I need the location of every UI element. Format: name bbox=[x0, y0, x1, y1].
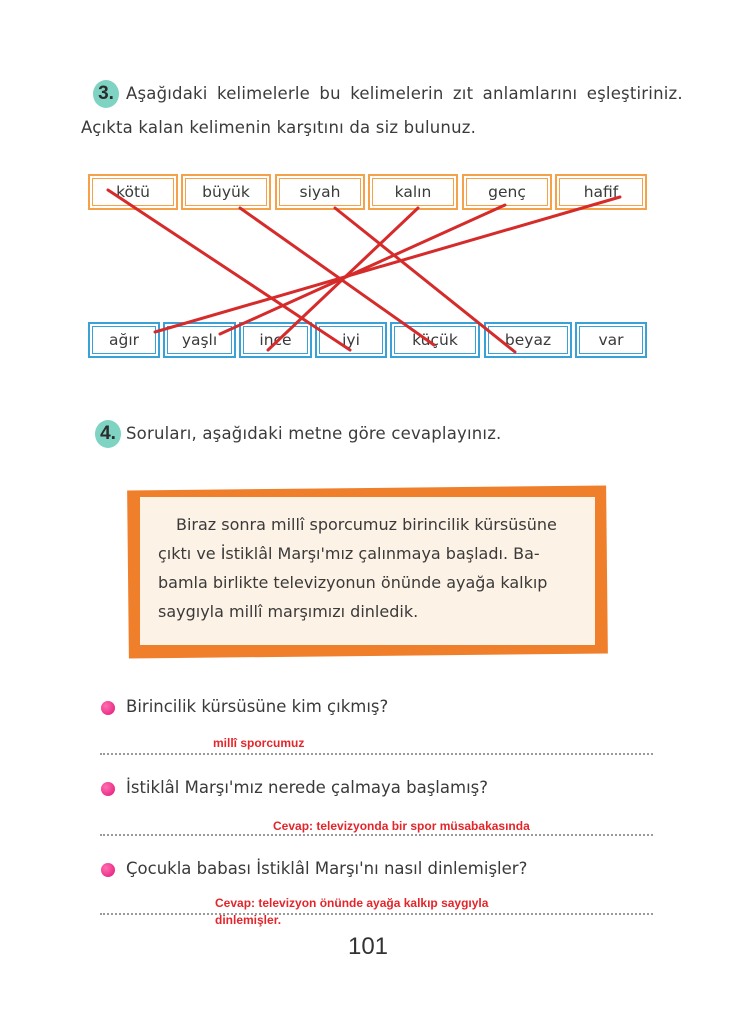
bottom-word-beyaz[interactable]: beyaz bbox=[484, 322, 572, 358]
match-line-siyah-beyaz bbox=[335, 208, 515, 352]
bullet-icon bbox=[101, 782, 115, 796]
bottom-word-var[interactable]: var bbox=[575, 322, 647, 358]
question-4-number: 4. bbox=[95, 420, 121, 448]
bullet-icon bbox=[101, 701, 115, 715]
answer-line-1[interactable] bbox=[100, 753, 653, 755]
question-3-number: 3. bbox=[93, 80, 119, 108]
answer-3-line-1: Cevap: televizyon önünde ayağa kalkıp saygıyla bbox=[215, 896, 489, 910]
story-line-3: bamla birlikte televizyonun önünde ayağa kalkıp bbox=[158, 573, 548, 592]
bottom-word-agir[interactable]: ağır bbox=[88, 322, 160, 358]
story-text bbox=[158, 510, 583, 626]
question-1-text: Birincilik kürsüsüne kim çıkmış? bbox=[126, 697, 389, 716]
bottom-word-kucuk[interactable]: küçük bbox=[390, 322, 480, 358]
answer-2: Cevap: televizyonda bir spor müsabakasında bbox=[273, 819, 530, 833]
top-word-buyuk[interactable]: büyük bbox=[181, 174, 271, 210]
story-line-2: çıktı ve İstiklâl Marşı'mız çalınmaya başladı. Ba- bbox=[158, 544, 540, 563]
bullet-icon bbox=[101, 863, 115, 877]
top-word-siyah[interactable]: siyah bbox=[275, 174, 365, 210]
top-word-kalin[interactable]: kalın bbox=[368, 174, 458, 210]
page-number: 101 bbox=[347, 933, 389, 960]
answer-1: millî sporcumuz bbox=[213, 736, 305, 750]
question-3-line-2: Açıkta kalan kelimenin karşıtını da siz bulunuz. bbox=[81, 118, 477, 137]
question-4-instruction: Soruları, aşağıdaki metne göre cevaplayınız. bbox=[126, 424, 502, 443]
story-line-1: Biraz sonra millî sporcumuz birincilik kürsüsüne bbox=[176, 515, 557, 534]
answer-3-line-2: dinlemişler. bbox=[215, 913, 282, 927]
top-word-kotu[interactable]: kötü bbox=[88, 174, 178, 210]
match-line-kotu-iyi bbox=[108, 190, 350, 350]
top-word-hafif[interactable]: hafif bbox=[555, 174, 647, 210]
top-word-genc[interactable]: genç bbox=[462, 174, 552, 210]
bottom-word-iyi[interactable]: iyi bbox=[315, 322, 387, 358]
bottom-word-ince[interactable]: ince bbox=[239, 322, 312, 358]
question-3-line-1: Aşağıdaki kelimelerle bu kelimelerin zıt anlamlarını eşleştiriniz. bbox=[126, 84, 683, 103]
match-line-buyuk-kucuk bbox=[240, 208, 434, 345]
bottom-word-yasli[interactable]: yaşlı bbox=[163, 322, 236, 358]
answer-line-3[interactable] bbox=[100, 913, 653, 915]
question-2-text: İstiklâl Marşı'mız nerede çalmaya başlamış? bbox=[126, 778, 489, 797]
question-3-text: Çocukla babası İstiklâl Marşı'nı nasıl dinlemişler? bbox=[126, 859, 528, 878]
story-line-4: saygıyla millî marşımızı dinledik. bbox=[158, 602, 419, 621]
answer-line-2[interactable] bbox=[100, 834, 653, 836]
